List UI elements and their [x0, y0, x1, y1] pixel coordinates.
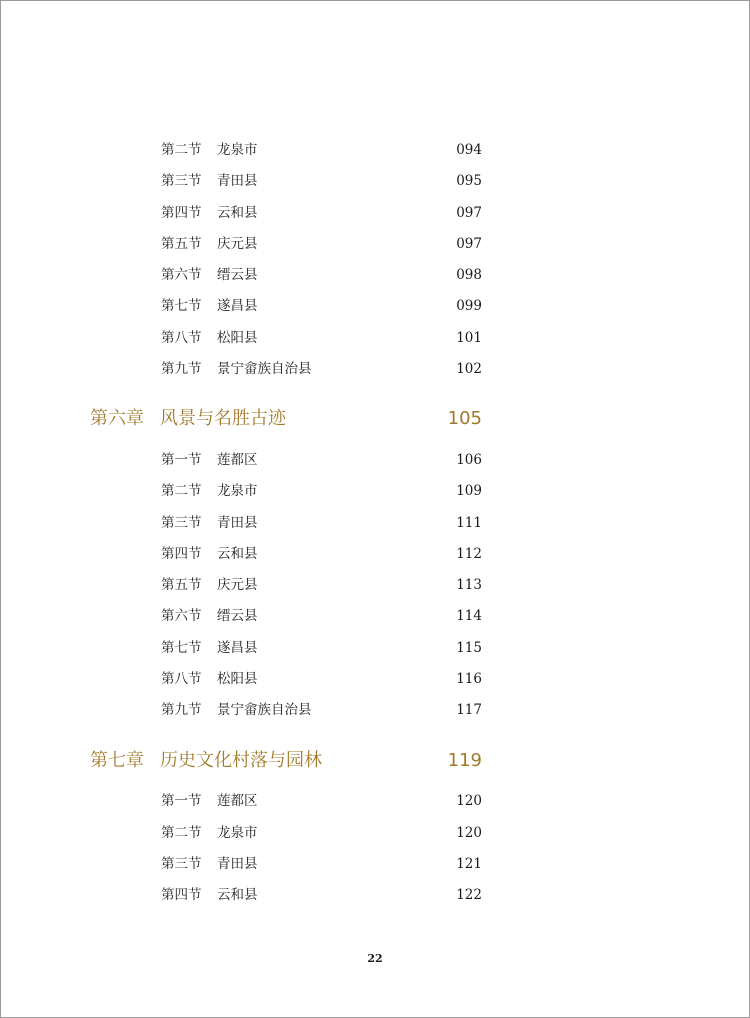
section-number: 第九节: [161, 702, 202, 718]
page-number: 116: [456, 671, 482, 687]
page-number: 113: [456, 577, 482, 593]
section-title: 景宁畲族自治县: [217, 361, 312, 377]
toc-entry[interactable]: [0, 637, 750, 659]
section-title: 松阳县: [217, 671, 258, 687]
section-title: 缙云县: [217, 267, 258, 283]
section-title: 景宁畲族自治县: [217, 702, 312, 718]
section-title: 龙泉市: [217, 483, 258, 499]
chapter-page-number: 119: [447, 750, 482, 771]
chapter-number: 第七章: [90, 750, 144, 771]
toc-entry[interactable]: [0, 295, 750, 317]
section-number: 第五节: [161, 577, 202, 593]
page-number: 122: [456, 887, 482, 903]
section-number: 第一节: [161, 793, 202, 809]
toc-entry[interactable]: [0, 790, 750, 812]
section-title: 莲都区: [217, 452, 258, 468]
page-number: 112: [456, 546, 482, 562]
section-number: 第四节: [161, 887, 202, 903]
toc-entry[interactable]: [0, 822, 750, 844]
toc-entry[interactable]: [0, 139, 750, 161]
section-number: 第六节: [161, 267, 202, 283]
page-number: 111: [456, 515, 482, 531]
chapter-heading[interactable]: [0, 747, 750, 775]
page-number: 102: [456, 361, 482, 377]
section-title: 莲都区: [217, 793, 258, 809]
section-number: 第二节: [161, 483, 202, 499]
page-number: 120: [456, 825, 482, 841]
toc-entry[interactable]: [0, 512, 750, 534]
chapter-title: 风景与名胜古迹: [160, 408, 286, 429]
section-title: 松阳县: [217, 330, 258, 346]
toc-entry[interactable]: [0, 170, 750, 192]
page-number: 101: [456, 330, 482, 346]
section-title: 龙泉市: [217, 142, 258, 158]
page-folio: 22: [367, 952, 383, 965]
section-title: 青田县: [217, 173, 258, 189]
section-number: 第六节: [161, 608, 202, 624]
section-number: 第二节: [161, 142, 202, 158]
section-number: 第四节: [161, 546, 202, 562]
section-number: 第四节: [161, 205, 202, 221]
section-number: 第九节: [161, 361, 202, 377]
section-number: 第五节: [161, 236, 202, 252]
section-title: 云和县: [217, 887, 258, 903]
page-number: 120: [456, 793, 482, 809]
toc-entry[interactable]: [0, 574, 750, 596]
section-number: 第二节: [161, 825, 202, 841]
toc-entry[interactable]: [0, 233, 750, 255]
page-number: 098: [456, 267, 482, 283]
toc-entry[interactable]: [0, 884, 750, 906]
page-number: 114: [456, 608, 482, 624]
section-number: 第七节: [161, 640, 202, 656]
toc-entry[interactable]: [0, 264, 750, 286]
page-number: 097: [456, 236, 482, 252]
toc-entry[interactable]: [0, 668, 750, 690]
toc-entry[interactable]: [0, 327, 750, 349]
section-title: 庆元县: [217, 236, 258, 252]
section-title: 青田县: [217, 515, 258, 531]
section-number: 第三节: [161, 856, 202, 872]
page-number: 121: [456, 856, 482, 872]
toc-entry[interactable]: [0, 605, 750, 627]
section-title: 青田县: [217, 856, 258, 872]
section-number: 第一节: [161, 452, 202, 468]
toc-entry[interactable]: [0, 358, 750, 380]
section-title: 庆元县: [217, 577, 258, 593]
toc-entry[interactable]: [0, 699, 750, 721]
section-number: 第三节: [161, 515, 202, 531]
page-number: 109: [456, 483, 482, 499]
section-number: 第七节: [161, 298, 202, 314]
chapter-page-number: 105: [447, 408, 482, 429]
toc-entry[interactable]: [0, 202, 750, 224]
section-number: 第八节: [161, 671, 202, 687]
page-number: 115: [456, 640, 482, 656]
toc-entry[interactable]: [0, 449, 750, 471]
page-number: 097: [456, 205, 482, 221]
section-title: 龙泉市: [217, 825, 258, 841]
section-title: 遂昌县: [217, 298, 258, 314]
page-number: 094: [456, 142, 482, 158]
toc-entry[interactable]: [0, 853, 750, 875]
chapter-number: 第六章: [90, 408, 144, 429]
section-number: 第三节: [161, 173, 202, 189]
page-number: 117: [456, 702, 482, 718]
page-number: 099: [456, 298, 482, 314]
chapter-title: 历史文化村落与园林: [160, 750, 322, 771]
chapter-heading[interactable]: [0, 405, 750, 433]
section-number: 第八节: [161, 330, 202, 346]
toc-entry[interactable]: [0, 543, 750, 565]
section-title: 云和县: [217, 205, 258, 221]
page-number: 106: [456, 452, 482, 468]
section-title: 缙云县: [217, 608, 258, 624]
toc-entry[interactable]: [0, 480, 750, 502]
page-number: 095: [456, 173, 482, 189]
section-title: 遂昌县: [217, 640, 258, 656]
section-title: 云和县: [217, 546, 258, 562]
